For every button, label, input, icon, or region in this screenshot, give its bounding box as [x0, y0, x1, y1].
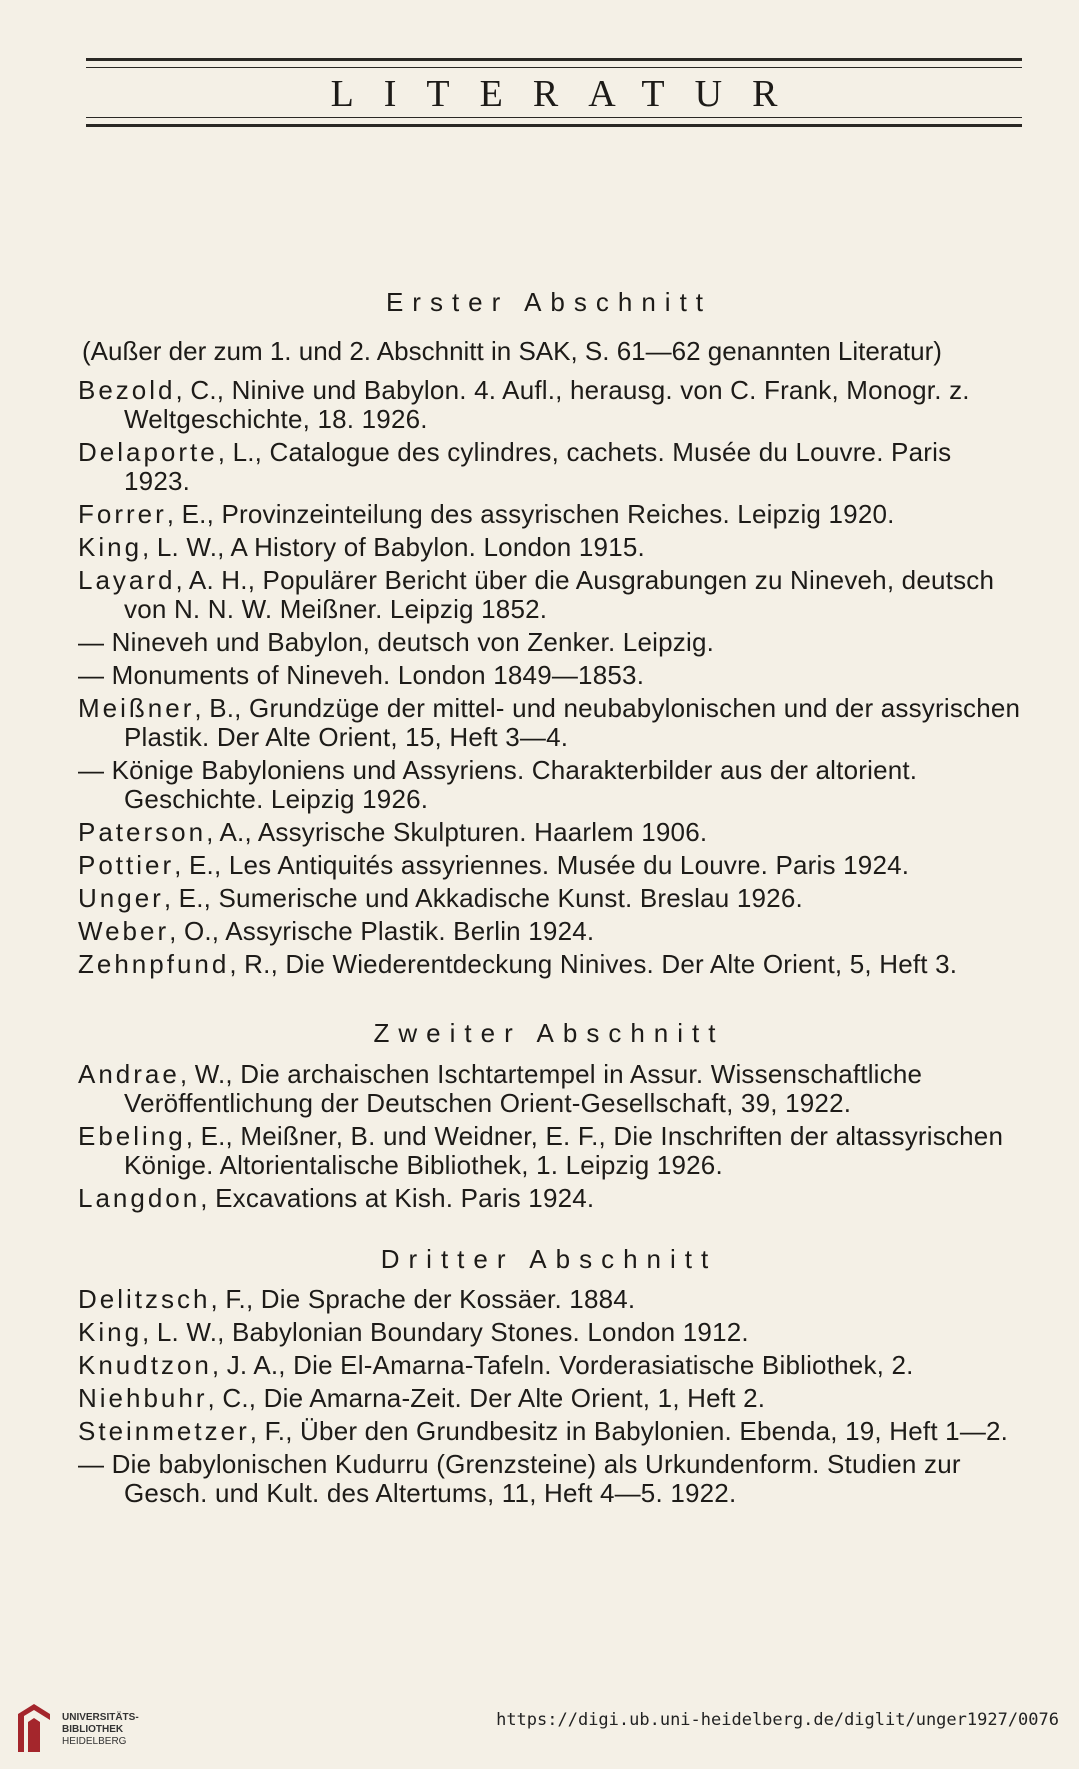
top-rule-thin: [86, 67, 1022, 68]
bibliography-entry: [78, 438, 1022, 496]
entry-text: , R., Die Wiederentdeckung Ninives. Der Alte Orient, 5, Heft 3.: [229, 949, 958, 979]
entry-text: , E., Meißner, B. und Weidner, E. F., Die Inschriften der altassyrischen Könige. Altorientalische Bibliothek, 1. Leipzig 1926.: [124, 1121, 1004, 1180]
entry-text: , B., Grundzüge der mittel- und neubabylonischen und der assyrischen Plastik. Der Alte Orient, 15, Heft 3—4.: [124, 693, 1021, 752]
footer: [0, 1700, 1079, 1756]
bibliography-entry: [78, 566, 1022, 624]
section-3-entries: [78, 1285, 1022, 1512]
section-note: (Außer der zum 1. und 2. Abschnitt in SAK, S. 61—62 genannten Literatur): [82, 336, 942, 366]
entry-text: , E., Les Antiquités assyriennes. Musée du Louvre. Paris 1924.: [174, 850, 910, 880]
entry-author: Zehnpfund: [78, 949, 230, 979]
entry-text: , L., Catalogue des cylindres, cachets. Musée du Louvre. Paris 1923.: [124, 437, 952, 496]
logo-line-1: UNIVERSITÄTS-: [62, 1712, 139, 1723]
entry-author: Langdon: [78, 1183, 201, 1213]
entry-author: Delitzsch: [78, 1284, 211, 1314]
entry-text: , W., Die archaischen Ischtartempel in Assur. Wissenschaftliche Veröffentlichung der Deutschen Orient-Gesellschaft, 39, 1922.: [124, 1059, 923, 1118]
entry-text: , L. W., A History of Babylon. London 1915.: [142, 532, 645, 562]
entry-author: Delaporte: [78, 437, 218, 467]
entry-author: Knudtzon: [78, 1350, 212, 1380]
entry-text: , E., Sumerische und Akkadische Kunst. Breslau 1926.: [163, 883, 803, 913]
entry-text: — Die babylonischen Kudurru (Grenzsteine) als Urkundenform. Studien zur Gesch. und Kult. des Altertums, 11, Heft 4—5. 1922.: [78, 1449, 961, 1508]
library-logo-icon: [12, 1700, 56, 1756]
entry-text: , J. A., Die El-Amarna-Tafeln. Vorderasiatische Bibliothek, 2.: [211, 1350, 914, 1380]
entry-author: Niehbuhr: [78, 1383, 208, 1413]
bibliography-entry: [78, 1351, 1022, 1380]
bibliography-entry: [78, 661, 1022, 690]
entry-author: Ebeling: [78, 1121, 186, 1151]
entry-author: Bezold: [78, 375, 176, 405]
entry-text: — Monuments of Nineveh. London 1849—1853.: [78, 660, 645, 690]
top-rule: [86, 58, 1022, 61]
entry-text: , Excavations at Kish. Paris 1924.: [200, 1183, 595, 1213]
section-heading-1: Erster Abschnitt: [385, 287, 713, 317]
bibliography-entry: [78, 1318, 1022, 1347]
entry-author: Weber: [78, 916, 170, 946]
entry-text: , L. W., Babylonian Boundary Stones. London 1912.: [142, 1317, 749, 1347]
logo-line-2: BIBLIOTHEK: [62, 1724, 124, 1735]
bibliography-entry: [78, 950, 1022, 979]
bibliography-entry: [78, 756, 1022, 814]
entry-text: — Könige Babyloniens und Assyriens. Charakterbilder aus der altorient. Geschichte. Leipzig 1926.: [78, 755, 918, 814]
bibliography-entry: [78, 884, 1022, 913]
entry-author: Pottier: [78, 850, 175, 880]
section-1-entries: [78, 336, 1022, 983]
entry-author: Forrer: [78, 499, 167, 529]
entry-text: , E., Provinzeinteilung des assyrischen Reiches. Leipzig 1920.: [166, 499, 895, 529]
bibliography-entry: [78, 1184, 1022, 1213]
entry-text: — Nineveh und Babylon, deutsch von Zenker. Leipzig.: [78, 627, 715, 657]
entry-author: Steinmetzer: [78, 1416, 250, 1446]
bibliography-entry: [78, 376, 1022, 434]
entry-text: , F., Die Sprache der Kossäer. 1884.: [210, 1284, 636, 1314]
bibliography-entry: [78, 818, 1022, 847]
bibliography-entry: [78, 533, 1022, 562]
entry-author: Meißner: [78, 693, 195, 723]
bibliography-entry: [78, 1285, 1022, 1314]
section-heading-2: Zweiter Abschnitt: [373, 1018, 725, 1048]
entry-author: Andrae: [78, 1059, 180, 1089]
source-url-link[interactable]: https://digi.ub.uni-heidelberg.de/diglit/unger1927/0076: [496, 1710, 1059, 1730]
bibliography-entry: [78, 500, 1022, 529]
entry-author: King: [78, 1317, 143, 1347]
bibliography-entry: [78, 694, 1022, 752]
page-title: LITERATUR: [330, 73, 808, 115]
bibliography-entry: [78, 1450, 1022, 1508]
bibliography-entry: [78, 851, 1022, 880]
bibliography-entry: [78, 1384, 1022, 1413]
bibliography-entry: [78, 917, 1022, 946]
bibliography-entry: [78, 1122, 1022, 1180]
entry-author: Paterson: [78, 817, 207, 847]
bottom-rule: [86, 124, 1022, 127]
entry-author: Unger: [78, 883, 164, 913]
entry-text: , C., Die Amarna-Zeit. Der Alte Orient, 1, Heft 2.: [207, 1383, 766, 1413]
section-heading-3: Dritter Abschnitt: [380, 1244, 718, 1274]
logo-line-3: HEIDELBERG: [62, 1736, 127, 1747]
entry-text: , F., Über den Grundbesitz in Babylonien. Ebenda, 19, Heft 1—2.: [249, 1416, 1009, 1446]
bottom-rule-thin: [86, 117, 1022, 118]
entry-text: , O., Assyrische Plastik. Berlin 1924.: [169, 916, 595, 946]
section-2-entries: [78, 1060, 1022, 1217]
bibliography-entry: [78, 628, 1022, 657]
bibliography-entry: [78, 1417, 1022, 1446]
library-logo-text: [62, 1712, 139, 1748]
bibliography-entry: [78, 1060, 1022, 1118]
entry-author: King: [78, 532, 143, 562]
entry-text: , C., Ninive und Babylon. 4. Aufl., herausg. von C. Frank, Monogr. z. Weltgeschichte, 18. 1926.: [124, 375, 970, 434]
entry-text: , A. H., Populärer Bericht über die Ausgrabungen zu Nineveh, deutsch von N. N. W. Meißner. Leipzig 1852.: [124, 565, 995, 624]
entry-text: , A., Assyrische Skulpturen. Haarlem 1906.: [206, 817, 708, 847]
entry-author: Layard: [78, 565, 176, 595]
